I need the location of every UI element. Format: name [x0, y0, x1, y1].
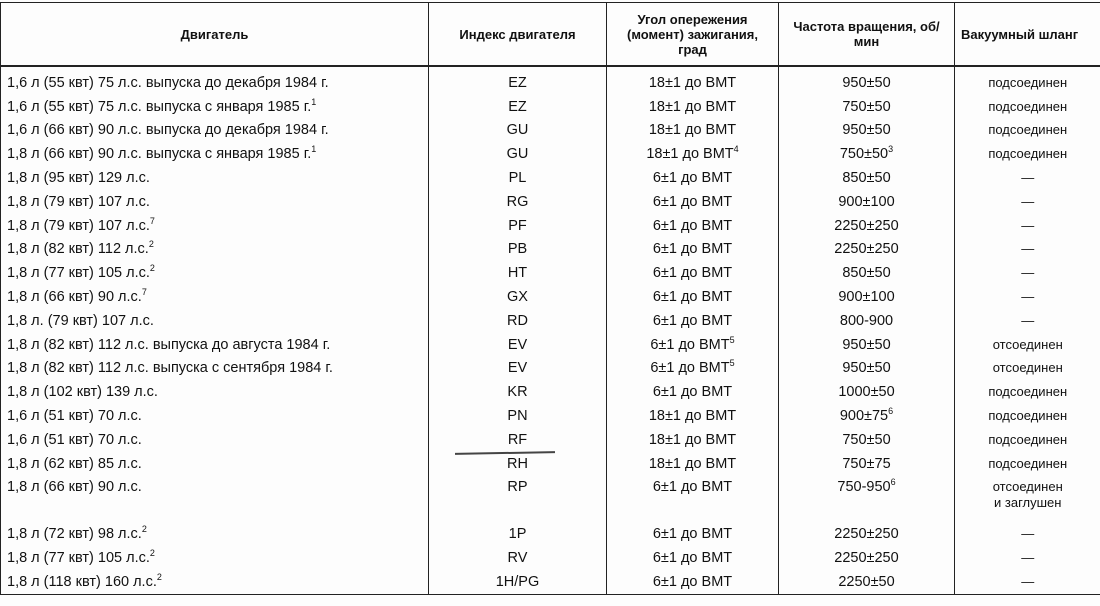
cell-engine-index-text: PL	[508, 170, 527, 187]
header-engine: Двигатель	[1, 3, 429, 67]
cell-vacuum-hose	[955, 166, 1100, 190]
cell-engine-index	[429, 357, 607, 381]
cell-rpm-text: 850±50	[842, 170, 891, 187]
cell-engine-index-text: EV	[507, 360, 528, 377]
cell-rpm	[779, 309, 955, 333]
cell-engine	[1, 380, 429, 404]
cell-vacuum-hose	[955, 66, 1100, 95]
footnote-marker: 4	[733, 144, 739, 155]
cell-rpm	[779, 95, 955, 119]
cell-ignition-timing-text: 18±1 до ВМТ	[648, 122, 737, 139]
cell-rpm	[779, 357, 955, 381]
footnote-marker: 6	[890, 476, 896, 487]
cell-rpm-text: 750-950	[837, 478, 891, 495]
cell-ignition-timing-text: 6±1 до ВМТ	[650, 360, 730, 377]
cell-rpm-text: 750±75	[842, 455, 891, 472]
cell-rpm-text: 900±75	[839, 408, 889, 425]
cell-rpm-text: 2250±250	[834, 217, 899, 234]
cell-vacuum-hose-text: подсоединен	[988, 122, 1068, 138]
cell-vacuum-hose-text: подсоединен	[988, 98, 1068, 114]
cell-rpm	[779, 380, 955, 404]
cell-engine-index	[429, 476, 607, 523]
cell-vacuum-hose	[955, 333, 1100, 357]
cell-engine-index-text: GX	[507, 289, 528, 306]
cell-vacuum-hose	[955, 238, 1100, 262]
footnote-marker: 2	[156, 572, 162, 583]
cell-ignition-timing-text: 6±1 до ВМТ	[652, 526, 733, 543]
table-row	[1, 238, 1100, 262]
cell-vacuum-hose-text: подсоединен	[988, 384, 1068, 400]
cell-engine-index	[429, 66, 607, 95]
cell-rpm	[779, 190, 955, 214]
cell-engine-index	[429, 380, 607, 404]
cell-ignition-timing-text: 6±1 до ВМТ	[652, 193, 733, 210]
table-row	[1, 309, 1100, 333]
footnote-marker: 7	[141, 287, 147, 298]
footnote-marker: 7	[149, 215, 155, 226]
cell-engine-index	[429, 546, 607, 570]
cell-ignition-timing-text: 6±1 до ВМТ	[652, 217, 733, 234]
cell-engine-text: 1,8 л (102 квт) 139 л.с.	[7, 384, 158, 401]
cell-engine-index-text: RF	[507, 431, 528, 448]
cell-engine-index	[429, 95, 607, 119]
cell-engine-index	[429, 214, 607, 238]
cell-ignition-timing-text: 18±1 до ВМТ	[648, 455, 737, 472]
cell-engine	[1, 452, 429, 476]
cell-engine	[1, 523, 429, 547]
cell-ignition-timing-text: 6±1 до ВМТ	[652, 384, 733, 401]
cell-vacuum-hose-text: отсоединен	[992, 478, 1063, 494]
cell-engine-index	[429, 166, 607, 190]
cell-engine	[1, 333, 429, 357]
cell-vacuum-hose	[955, 546, 1100, 570]
cell-engine-index-text: RP	[507, 478, 528, 495]
table-row	[1, 333, 1100, 357]
cell-ignition-timing	[607, 428, 779, 452]
cell-engine-text: 1,8 л (66 квт) 90 л.с.	[7, 289, 142, 306]
cell-engine-text: 1,8 л (82 квт) 112 л.с. выпуска с сентября 1984 г.	[7, 360, 333, 377]
footnote-marker: 2	[149, 548, 155, 559]
cell-engine-text: 1,6 л (51 квт) 70 л.с.	[7, 408, 142, 425]
cell-vacuum-hose-text-line2: и заглушен	[994, 494, 1062, 510]
cell-rpm	[779, 261, 955, 285]
cell-ignition-timing-text: 6±1 до ВМТ	[652, 241, 733, 258]
cell-rpm-text: 800-900	[839, 312, 894, 329]
cell-rpm	[779, 546, 955, 570]
table-header-row	[1, 3, 1100, 67]
cell-vacuum-hose-text: —	[1021, 241, 1035, 257]
cell-engine-index	[429, 119, 607, 143]
cell-engine-text: 1,6 л (51 квт) 70 л.с.	[7, 431, 142, 448]
cell-rpm-text: 2250±50	[838, 574, 895, 591]
cell-ignition-timing	[607, 452, 779, 476]
footnote-marker: 3	[888, 144, 894, 155]
cell-rpm-text: 750±50	[842, 431, 891, 448]
cell-rpm-text: 2250±250	[834, 241, 899, 258]
cell-engine-index-text: RD	[507, 312, 528, 329]
cell-engine	[1, 428, 429, 452]
footnote-marker: 2	[141, 524, 147, 535]
cell-rpm	[779, 166, 955, 190]
cell-rpm	[779, 66, 955, 95]
cell-rpm-text: 2250±250	[834, 526, 899, 543]
cell-engine-index	[429, 570, 607, 594]
cell-vacuum-hose	[955, 357, 1100, 381]
table-row	[1, 119, 1100, 143]
cell-engine-text: 1,8 л (62 квт) 85 л.с.	[7, 455, 142, 472]
cell-rpm	[779, 214, 955, 238]
cell-vacuum-hose-text: отсоединен	[992, 360, 1063, 376]
cell-engine	[1, 546, 429, 570]
cell-engine-index-text: GU	[506, 122, 529, 139]
cell-vacuum-hose-text: —	[1021, 550, 1035, 566]
cell-vacuum-hose-text: подсоединен	[988, 146, 1068, 162]
table-row	[1, 285, 1100, 309]
cell-engine-index	[429, 309, 607, 333]
cell-ignition-timing	[607, 66, 779, 95]
cell-rpm	[779, 119, 955, 143]
cell-engine-index-text: 1P	[508, 526, 527, 543]
table-row	[1, 404, 1100, 428]
cell-ignition-timing	[607, 238, 779, 262]
cell-engine-index-text: GU	[506, 146, 529, 163]
table-row	[1, 95, 1100, 119]
cell-engine-index-text: RV	[507, 550, 528, 567]
table-row	[1, 523, 1100, 547]
cell-vacuum-hose-text: —	[1021, 289, 1035, 305]
table-row	[1, 380, 1100, 404]
cell-ignition-timing-text: 18±1 до ВМТ	[648, 98, 737, 115]
cell-engine-index-text: KR	[507, 384, 528, 401]
cell-vacuum-hose-text: —	[1021, 193, 1035, 209]
table-row	[1, 261, 1100, 285]
table-row	[1, 66, 1100, 95]
header-ignition-timing: Угол опережения (момент) зажигания, град	[607, 3, 779, 67]
cell-ignition-timing	[607, 546, 779, 570]
cell-vacuum-hose-text: —	[1021, 170, 1035, 186]
cell-engine-text: 1,8 л (66 квт) 90 л.с. выпуска с января 1985 г.	[7, 146, 312, 163]
cell-engine-text: 1,6 л (66 квт) 90 л.с. выпуска до декабря 1984 г.	[7, 122, 329, 139]
cell-vacuum-hose	[955, 380, 1100, 404]
table-row	[1, 452, 1100, 476]
cell-engine	[1, 309, 429, 333]
cell-engine-text: 1,8 л (77 квт) 105 л.с.	[7, 550, 150, 567]
cell-vacuum-hose-text: подсоединен	[988, 74, 1068, 90]
cell-rpm-text: 900±100	[838, 289, 895, 306]
cell-engine-text: 1,6 л (55 квт) 75 л.с. выпуска с января 1985 г.	[7, 98, 312, 115]
cell-ignition-timing	[607, 380, 779, 404]
footnote-marker: 5	[729, 334, 735, 345]
cell-rpm	[779, 142, 955, 166]
cell-ignition-timing	[607, 261, 779, 285]
cell-engine-index	[429, 428, 607, 452]
cell-engine-text: 1,8 л (72 квт) 98 л.с.	[7, 526, 142, 543]
cell-rpm	[779, 476, 955, 523]
cell-ignition-timing-text: 18±1 до ВМТ	[648, 408, 737, 425]
cell-engine-index-text: HT	[507, 265, 528, 282]
cell-ignition-timing	[607, 119, 779, 143]
table-row	[1, 142, 1100, 166]
cell-engine-text: 1,8 л (95 квт) 129 л.с.	[7, 170, 150, 187]
cell-vacuum-hose	[955, 404, 1100, 428]
table-row	[1, 166, 1100, 190]
cell-engine	[1, 357, 429, 381]
cell-vacuum-hose	[955, 428, 1100, 452]
footnote-marker: 2	[149, 263, 155, 274]
cell-rpm	[779, 523, 955, 547]
cell-engine-index	[429, 452, 607, 476]
cell-ignition-timing-text: 6±1 до ВМТ	[652, 550, 733, 567]
header-rpm: Частота вращения, об/мин	[779, 3, 955, 67]
cell-engine-index	[429, 238, 607, 262]
cell-ignition-timing	[607, 523, 779, 547]
cell-ignition-timing	[607, 285, 779, 309]
cell-engine-index	[429, 404, 607, 428]
cell-ignition-timing	[607, 190, 779, 214]
cell-rpm-text: 950±50	[842, 122, 891, 139]
cell-ignition-timing	[607, 404, 779, 428]
cell-vacuum-hose-text: —	[1021, 312, 1035, 328]
cell-vacuum-hose-text: —	[1021, 265, 1035, 281]
cell-engine	[1, 214, 429, 238]
cell-ignition-timing	[607, 214, 779, 238]
cell-ignition-timing	[607, 95, 779, 119]
cell-engine	[1, 142, 429, 166]
table-row	[1, 570, 1100, 594]
cell-rpm-text: 750±50	[842, 98, 891, 115]
cell-engine-index-text: PB	[507, 241, 528, 258]
cell-rpm-text: 900±100	[838, 193, 895, 210]
cell-rpm	[779, 333, 955, 357]
cell-rpm	[779, 404, 955, 428]
table-row	[1, 476, 1100, 523]
cell-engine-index	[429, 333, 607, 357]
cell-ignition-timing-text: 6±1 до ВМТ	[652, 170, 733, 187]
cell-rpm	[779, 238, 955, 262]
table-row	[1, 214, 1100, 238]
cell-engine-text: 1,8 л (79 квт) 107 л.с.	[7, 193, 150, 210]
footnote-marker: 5	[729, 358, 735, 369]
table-row	[1, 546, 1100, 570]
cell-ignition-timing-text: 6±1 до ВМТ	[652, 265, 733, 282]
cell-ignition-timing-text: 18±1 до ВМТ	[646, 146, 734, 163]
cell-ignition-timing	[607, 166, 779, 190]
cell-rpm-text: 950±50	[842, 336, 891, 353]
table-body	[1, 66, 1100, 594]
cell-engine-text: 1,8 л (79 квт) 107 л.с.	[7, 217, 150, 234]
cell-rpm	[779, 452, 955, 476]
cell-engine	[1, 95, 429, 119]
cell-vacuum-hose-text: отсоединен	[992, 336, 1063, 352]
cell-engine	[1, 190, 429, 214]
cell-rpm-text: 1000±50	[838, 384, 895, 401]
cell-engine	[1, 238, 429, 262]
cell-engine-text: 1,8 л (118 квт) 160 л.с.	[7, 574, 157, 591]
cell-vacuum-hose	[955, 95, 1100, 119]
cell-engine-index-text: EZ	[508, 74, 527, 91]
cell-engine-text: 1,8 л (77 квт) 105 л.с.	[7, 265, 150, 282]
cell-engine-index-text: 1H/PG	[495, 574, 540, 591]
cell-engine	[1, 570, 429, 594]
cell-vacuum-hose	[955, 476, 1100, 523]
table-row	[1, 190, 1100, 214]
cell-ignition-timing-text: 18±1 до ВМТ	[648, 431, 737, 448]
cell-engine	[1, 119, 429, 143]
cell-vacuum-hose	[955, 190, 1100, 214]
cell-vacuum-hose	[955, 452, 1100, 476]
header-vacuum-hose: Вакуумный шланг	[955, 3, 1100, 67]
cell-rpm-text: 850±50	[842, 265, 891, 282]
cell-vacuum-hose-text: подсоединен	[988, 455, 1068, 471]
cell-engine-index-text: EV	[507, 336, 528, 353]
cell-engine	[1, 476, 429, 523]
cell-ignition-timing	[607, 357, 779, 381]
cell-engine-index	[429, 142, 607, 166]
cell-ignition-timing	[607, 142, 779, 166]
cell-rpm-text: 950±50	[842, 74, 891, 91]
footnote-marker: 2	[148, 239, 154, 250]
cell-engine-index	[429, 523, 607, 547]
cell-vacuum-hose-text: —	[1021, 526, 1035, 542]
cell-engine	[1, 166, 429, 190]
footnote-marker: 6	[888, 406, 894, 417]
table-row	[1, 428, 1100, 452]
cell-engine-text: 1,8 л. (79 квт) 107 л.с.	[7, 312, 154, 329]
cell-engine-index-text: PF	[508, 217, 527, 234]
cell-ignition-timing-text: 6±1 до ВМТ	[650, 336, 730, 353]
table-row	[1, 357, 1100, 381]
footnote-marker: 1	[311, 96, 317, 107]
cell-ignition-timing	[607, 333, 779, 357]
cell-engine	[1, 66, 429, 95]
cell-vacuum-hose	[955, 119, 1100, 143]
footnote-marker: 1	[311, 144, 317, 155]
cell-ignition-timing-text: 18±1 до ВМТ	[648, 74, 737, 91]
cell-engine	[1, 261, 429, 285]
cell-vacuum-hose	[955, 570, 1100, 594]
cell-ignition-timing	[607, 309, 779, 333]
cell-vacuum-hose-text: —	[1021, 217, 1035, 233]
cell-rpm	[779, 285, 955, 309]
cell-vacuum-hose-text: —	[1021, 574, 1035, 590]
cell-vacuum-hose	[955, 214, 1100, 238]
header-engine-index: Индекс двигателя	[429, 3, 607, 67]
cell-ignition-timing-text: 6±1 до ВМТ	[652, 289, 733, 306]
cell-engine-index-text: PN	[507, 408, 528, 425]
cell-engine	[1, 285, 429, 309]
cell-rpm	[779, 570, 955, 594]
cell-engine-text: 1,6 л (55 квт) 75 л.с. выпуска до декабря 1984 г.	[7, 74, 329, 91]
cell-rpm-text: 950±50	[842, 360, 891, 377]
cell-ignition-timing	[607, 476, 779, 523]
cell-engine-text: 1,8 л (82 квт) 112 л.с. выпуска до августа 1984 г.	[7, 336, 331, 353]
cell-vacuum-hose	[955, 261, 1100, 285]
cell-engine-index-text: EZ	[508, 98, 527, 115]
cell-ignition-timing-text: 6±1 до ВМТ	[652, 574, 733, 591]
cell-rpm-text: 2250±250	[834, 550, 899, 567]
cell-engine-index	[429, 285, 607, 309]
cell-engine-index-text: RH	[507, 455, 528, 472]
cell-engine-text: 1,8 л (66 квт) 90 л.с.	[7, 478, 142, 495]
cell-vacuum-hose	[955, 523, 1100, 547]
cell-engine	[1, 404, 429, 428]
cell-engine-text: 1,8 л (82 квт) 112 л.с.	[7, 241, 149, 258]
cell-engine-index	[429, 190, 607, 214]
cell-vacuum-hose-text: подсоединен	[988, 431, 1068, 447]
cell-rpm-text: 750±50	[839, 146, 889, 163]
engine-specs-table	[0, 2, 1100, 595]
cell-vacuum-hose	[955, 142, 1100, 166]
cell-vacuum-hose-text: подсоединен	[988, 408, 1068, 424]
cell-engine-index	[429, 261, 607, 285]
cell-ignition-timing-text: 6±1 до ВМТ	[652, 312, 733, 329]
cell-vacuum-hose	[955, 285, 1100, 309]
cell-rpm	[779, 428, 955, 452]
cell-ignition-timing	[607, 570, 779, 594]
cell-vacuum-hose	[955, 309, 1100, 333]
cell-engine-index-text: RG	[506, 193, 529, 210]
cell-ignition-timing-text: 6±1 до ВМТ	[652, 478, 733, 495]
